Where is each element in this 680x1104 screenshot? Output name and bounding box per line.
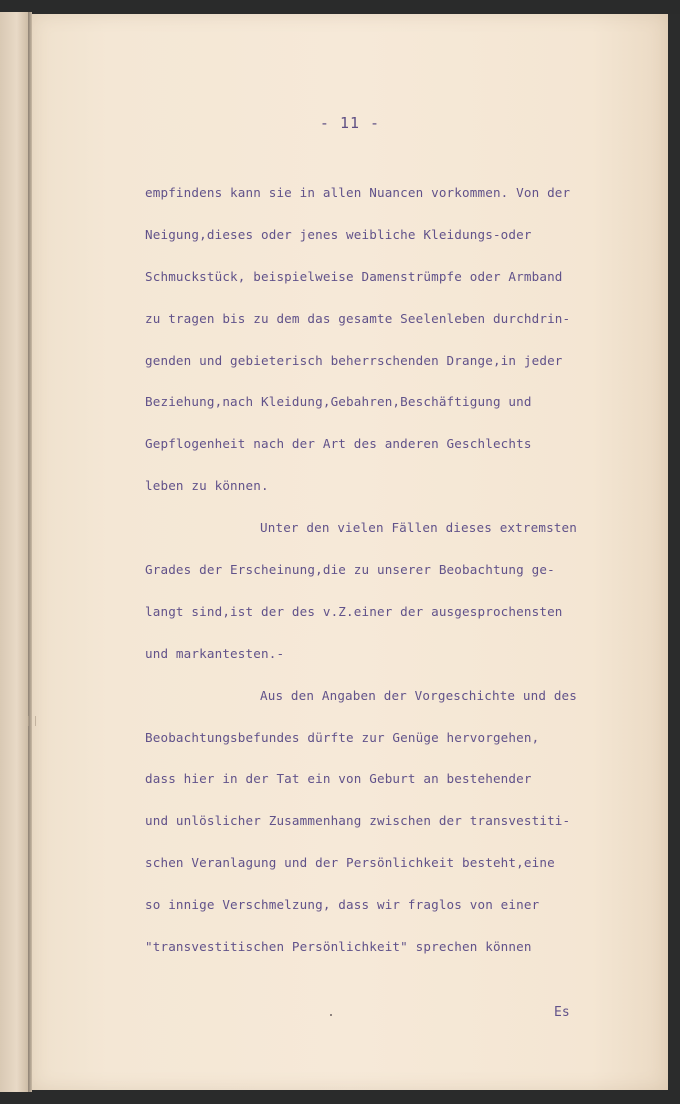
text-line: und markantesten.- (145, 645, 285, 661)
text-line: Gepflogenheit nach der Art des anderen Geschlechts (145, 436, 532, 452)
text-line: leben zu können. (145, 478, 269, 494)
text-line: Unter den vielen Fällen dieses extremsten (260, 520, 578, 536)
previous-page-edge (0, 12, 29, 1092)
text-line: und unlöslicher Zusammenhang zwischen der transvestiti- (145, 813, 571, 829)
catchword: Es (554, 1005, 570, 1020)
text-line: genden und gebieterisch beherrschenden Drange,in jeder (145, 352, 563, 368)
text-line: empfindens kann sie in allen Nuancen vorkommen. Von der (145, 185, 571, 200)
text-line: Aus den Angaben der Vorgeschichte und des (260, 687, 578, 703)
text-line: "transvestitischen Persönlichkeit" sprechen können (145, 939, 532, 955)
body-text (145, 182, 645, 978)
text-line: dass hier in der Tat ein von Geburt an bestehender (145, 771, 532, 787)
page-number: - 11 - (319, 114, 381, 132)
text-line: Beziehung,nach Kleidung,Gebahren,Beschäftigung und (145, 394, 532, 410)
text-line: Neigung,dieses oder jenes weibliche Kleidungs-oder (145, 226, 532, 242)
right-edge-shadow (668, 14, 680, 1090)
text-line: schen Veranlagung und der Persönlichkeit besteht,eine (145, 855, 555, 871)
text-line: so innige Verschmelzung, dass wir fraglos von einer (145, 897, 540, 913)
text-line: Beobachtungsbefundes dürfte zur Genüge hervorgehen, (145, 729, 540, 745)
text-line: Schmuckstück, beispielweise Damenstrümpfe oder Armband (145, 268, 563, 284)
text-line: zu tragen bis zu dem das gesamte Seelenleben durchdrin- (145, 310, 571, 326)
text-line: langt sind,ist der des v.Z.einer der ausgesprochensten (145, 603, 563, 619)
document-page (32, 14, 668, 1090)
ink-speck (330, 1014, 332, 1016)
binding-mark (28, 716, 36, 726)
text-line: Grades der Erscheinung,die zu unserer Beobachtung ge- (145, 562, 555, 578)
